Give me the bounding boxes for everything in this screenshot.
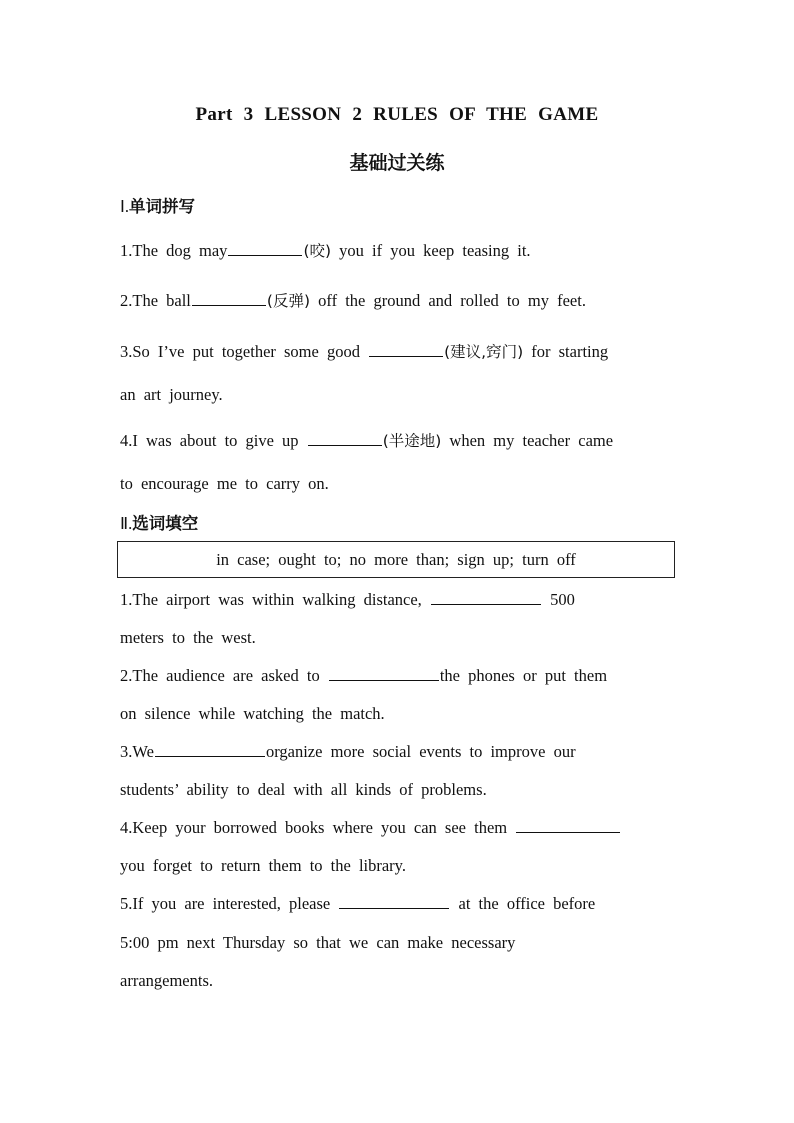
section-2-title: 选词填空 <box>132 514 199 533</box>
s1-q4-blank[interactable] <box>308 430 382 446</box>
s1-q2-hint: (反弹) <box>266 292 311 310</box>
section-2-number: Ⅱ. <box>120 514 133 533</box>
s2-q4-blank[interactable] <box>516 817 620 833</box>
s2-question-3 <box>120 741 675 763</box>
s1-q1-text-a: 1.The dog may <box>120 241 228 260</box>
s2-q3-blank[interactable] <box>155 741 265 757</box>
section-2-heading <box>120 510 198 534</box>
s1-q2-text-b: off the ground and rolled to my feet. <box>310 291 586 310</box>
s2-q3-text-a: 3.We <box>120 742 154 761</box>
page-title: Part 3 LESSON 2 RULES OF THE GAME <box>195 104 599 125</box>
s1-question-4-cont: to encourage me to carry on. <box>120 474 329 493</box>
s2-q4-text-a: 4.Keep your borrowed books where you can see them <box>120 818 516 837</box>
s1-q4-text-b: when my teacher came <box>441 431 614 450</box>
s1-q2-blank[interactable] <box>192 290 266 306</box>
s1-q3-text-b: for starting <box>523 342 609 361</box>
s2-q2-text-b: the phones or put them <box>439 666 608 685</box>
s2-q5-text-b: at the office before <box>450 894 596 913</box>
s2-q3-text-b: organize more social events to improve our <box>265 742 576 761</box>
section-1-number: Ⅰ. <box>120 197 129 216</box>
s2-question-4-cont: you forget to return them to the library. <box>120 856 406 875</box>
s1-q4-text-a: 4.I was about to give up <box>120 431 307 450</box>
s1-q4-hint: (半途地) <box>382 432 442 450</box>
s1-q2-text-a: 2.The ball <box>120 291 191 310</box>
s1-q3-text-a: 3.So I’ve put together some good <box>120 342 369 361</box>
s2-question-3-cont: students’ ability to deal with all kinds of problems. <box>120 780 487 799</box>
page-subtitle: 基础过关练 <box>349 152 445 174</box>
s2-question-1-cont: meters to the west. <box>120 628 256 647</box>
s1-question-3-cont: an art journey. <box>120 385 223 404</box>
s2-q1-text-b: 500 <box>541 590 575 609</box>
s2-question-4 <box>120 817 675 839</box>
s2-question-2-cont: on silence while watching the match. <box>120 704 385 723</box>
s1-q1-text-b: you if you keep teasing it. <box>331 241 531 260</box>
s1-question-3 <box>120 341 675 363</box>
s2-question-5-cont-2: arrangements. <box>120 971 213 990</box>
s2-question-2 <box>120 665 675 687</box>
s1-question-1 <box>120 240 675 262</box>
s2-q2-blank[interactable] <box>329 665 439 681</box>
s1-q1-hint: (咬) <box>303 242 332 260</box>
word-bank-box: in case; ought to; no more than; sign up; turn off <box>117 541 675 578</box>
s1-question-2 <box>120 290 675 312</box>
s2-q2-text-a: 2.The audience are asked to <box>120 666 328 685</box>
s2-q1-blank[interactable] <box>431 589 541 605</box>
s2-question-5 <box>120 893 675 915</box>
s1-q3-blank[interactable] <box>369 341 443 357</box>
s1-q3-hint: (建议,窍门) <box>444 343 524 361</box>
s2-q5-blank[interactable] <box>339 893 449 909</box>
s1-question-4 <box>120 430 675 452</box>
section-1-heading <box>120 193 195 217</box>
s2-q5-text-a: 5.If you are interested, please <box>120 894 339 913</box>
s2-q1-text-a: 1.The airport was within walking distance, <box>120 590 430 609</box>
s2-question-5-cont: 5:00 pm next Thursday so that we can make necessary <box>120 933 516 952</box>
section-1-title: 单词拼写 <box>129 197 195 216</box>
s2-question-1 <box>120 589 675 611</box>
s1-q1-blank[interactable] <box>228 240 302 256</box>
